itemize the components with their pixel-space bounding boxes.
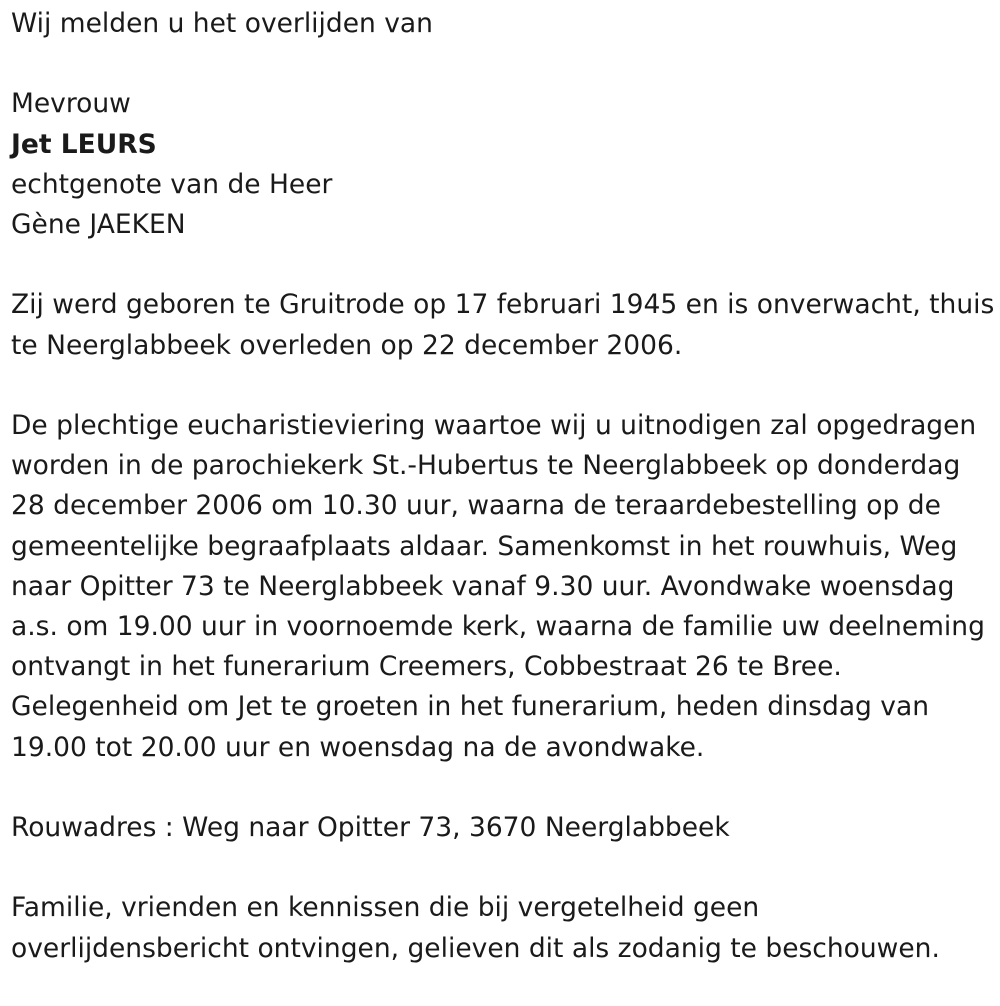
spacer <box>11 44 995 84</box>
title-line: Mevrouw <box>11 88 131 120</box>
relation-line: echtgenote van de Heer <box>11 168 333 200</box>
paragraph-line: overlijdensbericht ontvingen, gelieven dit als zodanig te beschouwen. <box>11 932 940 964</box>
birth-death-paragraph <box>11 285 995 365</box>
paragraph-line: 19.00 tot 20.00 uur en woensdag na de avondwake. <box>11 731 705 763</box>
death-notice <box>11 4 995 969</box>
closing-paragraph <box>11 888 995 968</box>
paragraph-line: worden in de parochiekerk St.-Hubertus te Neerglabbeek op donderdag <box>11 450 961 482</box>
spacer <box>11 768 995 808</box>
paragraph-line: Gelegenheid om Jet te groeten in het funerarium, heden dinsdag van <box>11 691 930 723</box>
spacer <box>11 366 995 406</box>
spacer <box>11 848 995 888</box>
paragraph-line: Zij werd geboren te Gruitrode op 17 februari 1945 en is onverwacht, thuis <box>11 289 995 321</box>
spacer <box>11 245 995 285</box>
paragraph-line: gemeentelijke begraafplaats aldaar. Samenkomst in het rouwhuis, Weg <box>11 530 958 562</box>
paragraph-line: Familie, vrienden en kennissen die bij vergetelheid geen <box>11 892 760 924</box>
paragraph-line: a.s. om 19.00 uur in voornoemde kerk, waarna de familie uw deelneming <box>11 611 985 642</box>
paragraph-line: De plechtige eucharistieviering waartoe wij u uitnodigen zal opgedragen <box>11 409 977 441</box>
paragraph-line: ontvangt in het funerarium Creemers, Cobbestraat 26 te Bree. <box>11 651 842 683</box>
deceased-name: Jet LEURS <box>11 128 157 160</box>
spouse-name: Gène JAEKEN <box>11 209 186 240</box>
paragraph-line: naar Opitter 73 te Neerglabbeek vanaf 9.30 uur. Avondwake woensdag <box>11 570 955 602</box>
paragraph-line: te Neerglabbeek overleden op 22 december 2006. <box>11 329 683 361</box>
mourning-address: Rouwadres : Weg naar Opitter 73, 3670 Neerglabbeek <box>11 812 730 843</box>
paragraph-line: 28 december 2006 om 10.30 uur, waarna de teraardebestelling op de <box>11 490 941 522</box>
ceremony-paragraph <box>11 406 995 768</box>
intro-line: Wij melden u het overlijden van <box>11 8 433 39</box>
